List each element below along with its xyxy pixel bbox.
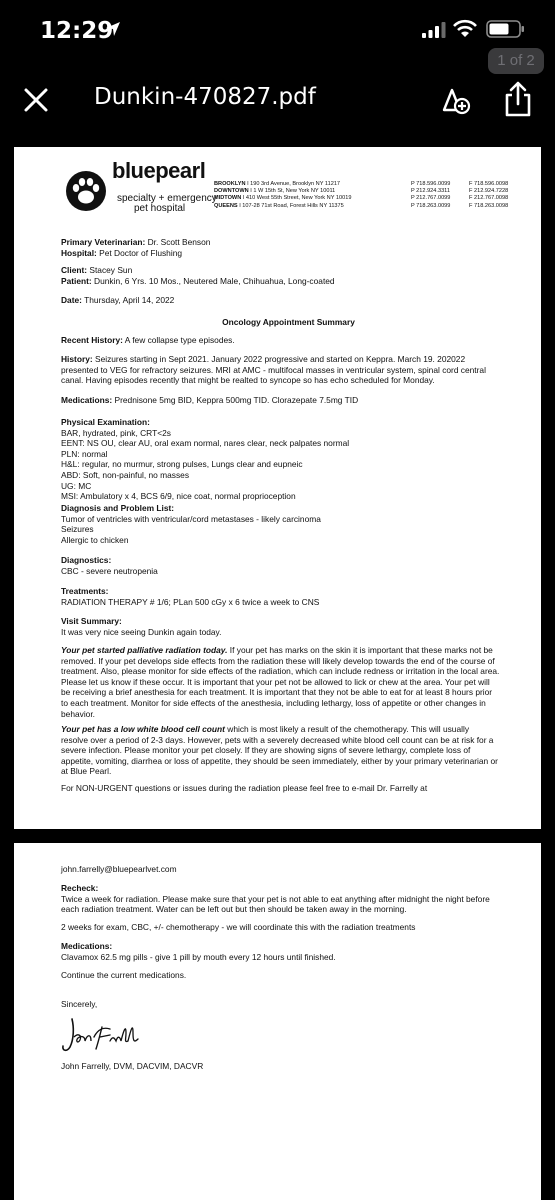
non-urgent-note: For NON-URGENT questions or issues during the radiation please feel free to e-mail Dr. Farrelly at: [61, 783, 428, 793]
cellular-signal-icon: [422, 22, 446, 38]
battery-icon: [486, 19, 526, 39]
client-info: Client: Stacey Sun Patient: Dunkin, 6 Yrs. 10 Mos., Neutered Male, Chihuahua, Long-coated: [61, 265, 335, 286]
share-icon[interactable]: [502, 80, 534, 118]
history-section: History: Seizures starting in Sept 2021. January 2022 progressive and started on Keppra. March 19. 202022 presented to VEG for refractory seizures. MRI at AMC - multifocal masses in ventricular system, spinal cord central canal. Having episodes recently that might be realted to syncope so has echo scheduled for Monday.: [61, 354, 486, 386]
physical-exam-section: Physical Examination: BAR, hydrated, pink, CRT<2s EENT: NS OU, clear AU, oral exam normal, nares clear, neck palpates normal PLN: normal H&L: regular, no murmur, strong pulses, Lungs clear and eupneic ABD: Soft, non-painful, no masses UG: MC MSI: Ambulatory x 4, BCS 6/9, nice coat, normal proprioception: [61, 417, 350, 502]
status-time: 12:29: [40, 18, 114, 44]
close-icon[interactable]: [22, 86, 50, 114]
status-bar: [0, 0, 555, 69]
paw-logo-icon: [64, 169, 108, 213]
closing-salutation: Sincerely,: [61, 999, 98, 1009]
visit-date: Date: Thursday, April 14, 2022: [61, 295, 175, 305]
discharge-medications: Medications: Clavamox 62.5 mg pills - give 1 pill by mouth every 12 hours until finished.: [61, 941, 336, 962]
radiation-instructions: Your pet started palliative radiation today. If your pet has marks on the skin it is important that these marks not be removed. If your pet develops side effects from the radiation these will likely develop towards the end of the course of treatment. Also, please monitor for side effects of the radiation, which can include redness or irritation in the local area. Please let us know if these occur. It is important that your pet not be allowed to lick or chew at the area. Your pet will be receiving a brief anesthesia for each treatment. It is important that they not be able to eat for at least 8 hours prior to each treatment. Monitor for side effects of the anesthesia, including lethargy, loss of appetite or other changes in behavior.: [61, 645, 500, 719]
pdf-page-2: [14, 843, 541, 1200]
page-indicator-badge: 1 of 2: [488, 48, 544, 74]
location-line: QUEENS I 107-28 71st Road, Forest Hills NY 11375: [214, 202, 344, 209]
recheck-section: Recheck: Twice a week for radiation. Please make sure that your pet is not able to eat anything after midnight the night before each radiation treatment. Water can be left out but then should be taken away in the morning.: [61, 883, 490, 915]
handwritten-signature: [58, 1013, 148, 1057]
visit-summary-section: Visit Summary: It was very nice seeing Dunkin again today.: [61, 616, 222, 637]
brand-tagline-2: pet hospital: [134, 203, 186, 214]
markup-icon[interactable]: [440, 84, 474, 116]
signer-name: John Farrelly, DVM, DACVIM, DACVR: [61, 1061, 204, 1071]
location-line: MIDTOWN I 410 West 55th Street, New York NY 10019: [214, 195, 352, 202]
recent-history: Recent History: A few collapse type episodes.: [61, 335, 235, 345]
continue-medications-note: Continue the current medications.: [61, 970, 187, 980]
medications-section: Medications: Prednisone 5mg BID, Keppra 500mg TID. Clorazepate 7.5mg TID: [61, 395, 359, 405]
viewer-toolbar: [0, 72, 555, 128]
diagnostics-section: Diagnostics: CBC - severe neutropenia: [61, 555, 158, 576]
location-arrow-icon: [104, 20, 122, 38]
vet-email: john.farrelly@bluepearlvet.com: [61, 864, 177, 874]
document-title: Dunkin-470827.pdf: [94, 84, 316, 110]
pdf-page-1: [14, 147, 541, 829]
location-line: DOWNTOWN I 1 W 15th St, New York NY 10011: [214, 188, 336, 195]
document-heading: Oncology Appointment Summary: [222, 317, 355, 327]
location-phones: P 718.596.0099 P 212.924.3311 P 212.767.0099 P 718.263.0099: [411, 181, 451, 209]
brand-wordmark: bluepearl: [112, 158, 206, 183]
location-faxes: F 718.596.0098 F 212.924.7228 F 212.767.0098 F 718.263.0098: [469, 181, 509, 209]
diagnosis-section: Diagnosis and Problem List: Tumor of ventricles with ventricular/cord metastases - likely carcinoma Seizures Allergic to chicken: [61, 503, 321, 545]
followup-exam-note: 2 weeks for exam, CBC, +/- chemotherapy - we will coordinate this with the radiation treatments: [61, 922, 416, 932]
treatments-section: Treatments: RADIATION THERAPY # 1/6; PLan 500 cGy x 6 twice a week to CNS: [61, 586, 320, 607]
location-line: BROOKLYN I 190 3rd Avenue, Brooklyn NY 11217: [214, 181, 341, 187]
location-addresses: [214, 181, 351, 210]
brand-tagline: specialty + emergency: [117, 193, 217, 204]
referral-info: Primary Veterinarian: Dr. Scott Benson Hospital: Pet Doctor of Flushing: [61, 237, 211, 258]
wbc-instructions: Your pet has a low white blood cell count which is most likely a result of the chemotherapy. This will usually resolve over a period of 2-3 days. However, pets with a severely decreased white blood cell count can be at risk for a severe infection. Please monitor your pet closely. If they are showing signs of severe lethargy, complete loss of appetite, vomiting, diarrhea or loss of appetite, they should be seen immediately, either by your primary veterinarian or at Blue Pearl.: [61, 724, 498, 777]
wifi-icon: [452, 19, 478, 39]
